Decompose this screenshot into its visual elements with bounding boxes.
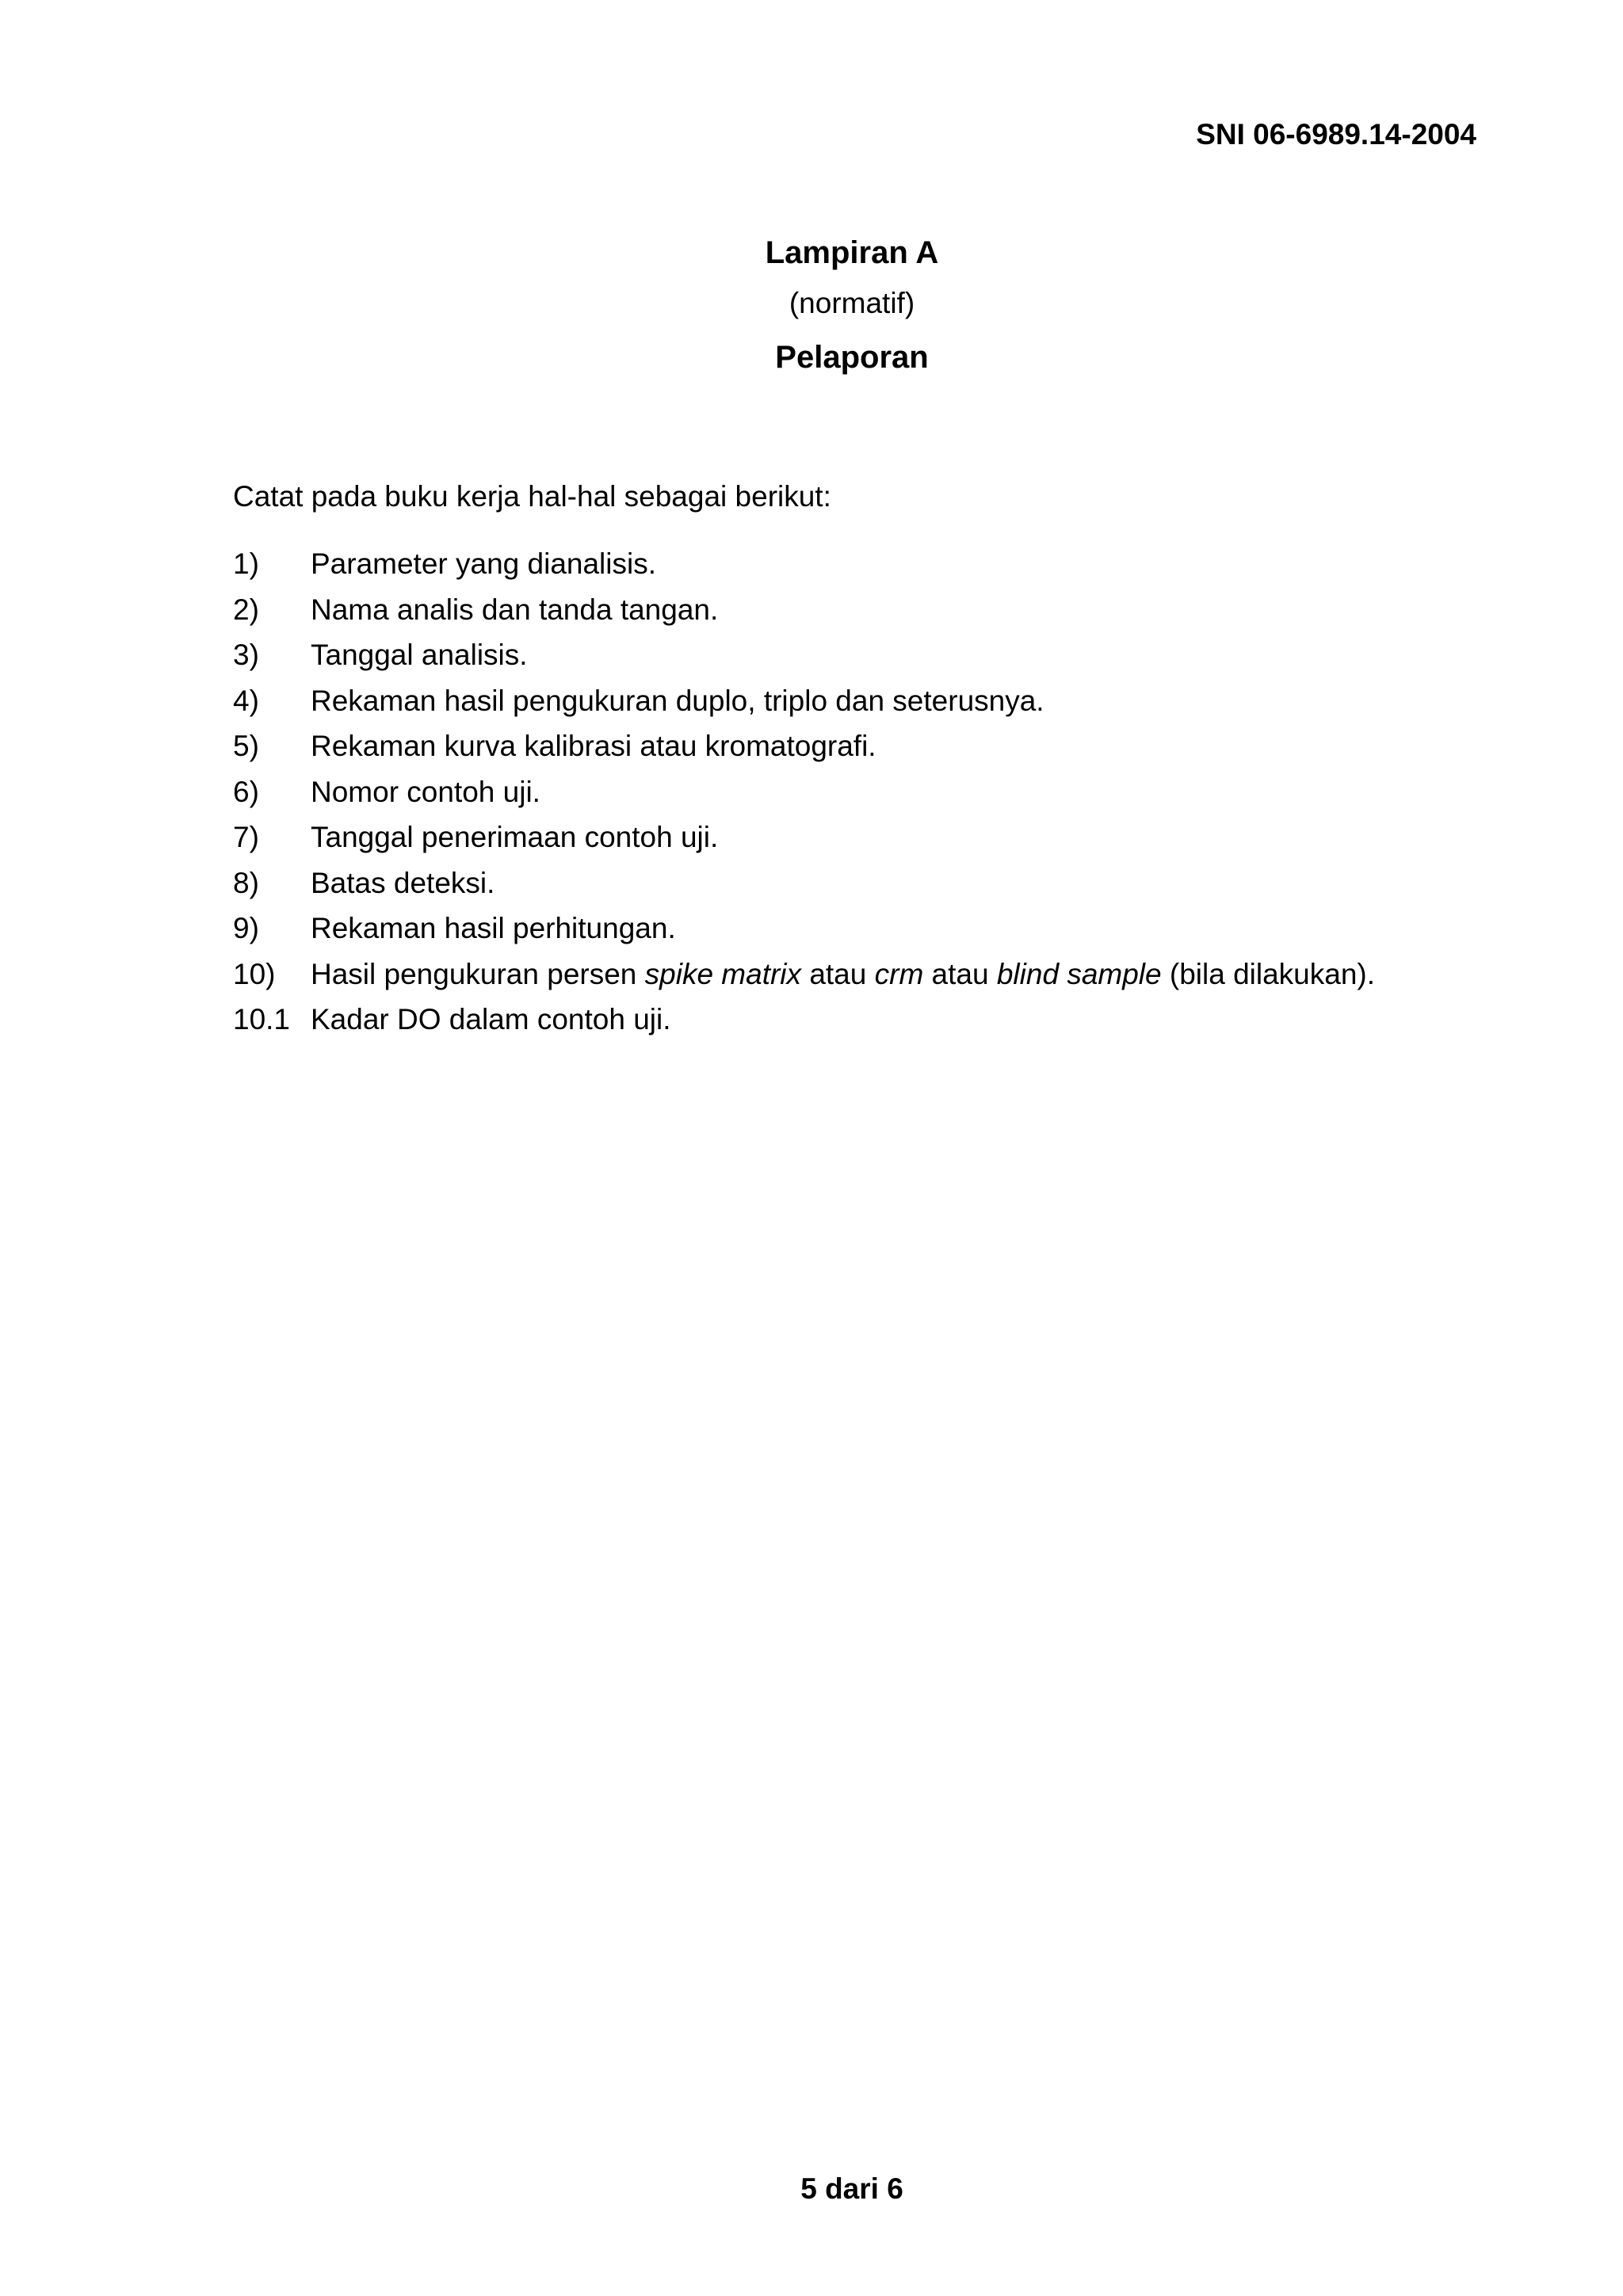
- document-code: SNI 06-6989.14-2004: [1196, 118, 1476, 151]
- item-text-segment-italic: spike matrix: [644, 957, 802, 990]
- item-text: Parameter yang dianalisis.: [311, 547, 656, 580]
- item-number: 10): [233, 957, 276, 990]
- item-number: 4): [233, 684, 259, 717]
- annex-type: (normatif): [789, 287, 915, 319]
- item-text: Kadar DO dalam contoh uji.: [311, 1003, 671, 1035]
- item-text-segment-italic: blind sample: [996, 957, 1162, 990]
- page-number: 5 dari 6: [800, 2172, 903, 2205]
- item-number: 9): [233, 912, 259, 944]
- item-text-segment: atau: [923, 957, 997, 990]
- item-number: 10.1: [233, 1003, 291, 1035]
- item-number: 3): [233, 639, 259, 671]
- annex-title: Lampiran A: [765, 235, 939, 270]
- item-number: 1): [233, 547, 259, 580]
- intro-text: Catat pada buku kerja hal-hal sebagai berikut:: [233, 480, 831, 513]
- item-text: Nomor contoh uji.: [311, 775, 540, 808]
- item-text-segment: Hasil pengukuran persen: [311, 957, 645, 990]
- item-text: Rekaman hasil pengukuran duplo, triplo dan seterusnya.: [311, 684, 1044, 717]
- item-text-segment-italic: crm: [874, 957, 924, 990]
- item-number: 6): [233, 775, 259, 808]
- item-text-segment: (bila dilakukan).: [1161, 957, 1375, 990]
- item-text-segment: atau: [801, 957, 875, 990]
- item-text: Batas deteksi.: [311, 866, 495, 899]
- item-number: 2): [233, 593, 259, 626]
- item-number: 7): [233, 821, 259, 853]
- item-text: Rekaman hasil perhitungan.: [311, 912, 676, 944]
- section-title: Pelaporan: [775, 340, 929, 375]
- item-text-rich: [311, 957, 1375, 992]
- item-number: 5): [233, 730, 259, 762]
- item-number: 8): [233, 866, 259, 899]
- item-text: Tanggal penerimaan contoh uji.: [311, 821, 719, 853]
- item-text: Nama analis dan tanda tangan.: [311, 593, 719, 626]
- item-text: Tanggal analisis.: [311, 639, 528, 671]
- item-text: Rekaman kurva kalibrasi atau kromatografi.: [311, 730, 876, 762]
